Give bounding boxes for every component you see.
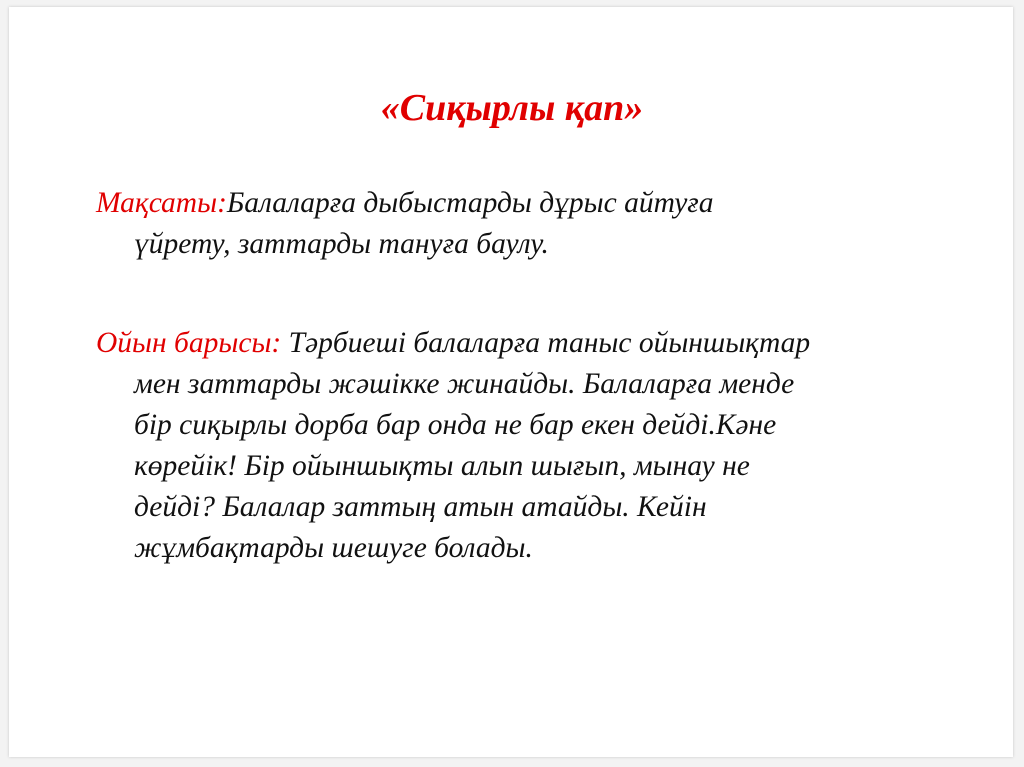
process-line-4: көрейік! Бір ойыншықты алып шығып, мынау не	[134, 450, 750, 482]
process-line-1	[96, 323, 956, 364]
goal-label: Мақсаты:	[96, 187, 227, 219]
process-line-5: дейді? Балалар заттың атын атайды. Кейін	[134, 491, 707, 523]
goal-text-1: Балаларға дыбыстарды дұрыс айтуға	[226, 187, 714, 219]
goal-paragraph	[96, 183, 956, 265]
slide-title: «Сиқырлы қап»	[380, 87, 644, 129]
goal-line-2: үйрету, заттарды тануға баулу.	[134, 228, 549, 260]
process-label: Ойын барысы:	[96, 327, 282, 359]
process-line-3: бір сиқырлы дорба бар онда не бар екен дейді.Кәне	[134, 409, 777, 441]
process-paragraph	[96, 323, 956, 569]
goal-line-1	[96, 183, 956, 224]
process-line-6: жұмбақтарды шешуге болады.	[134, 532, 533, 564]
process-line-2: мен заттарды жәшікке жинайды. Балаларға менде	[134, 368, 795, 400]
process-text-1: Тәрбиеші балаларға таныс ойыншықтар	[281, 327, 811, 359]
